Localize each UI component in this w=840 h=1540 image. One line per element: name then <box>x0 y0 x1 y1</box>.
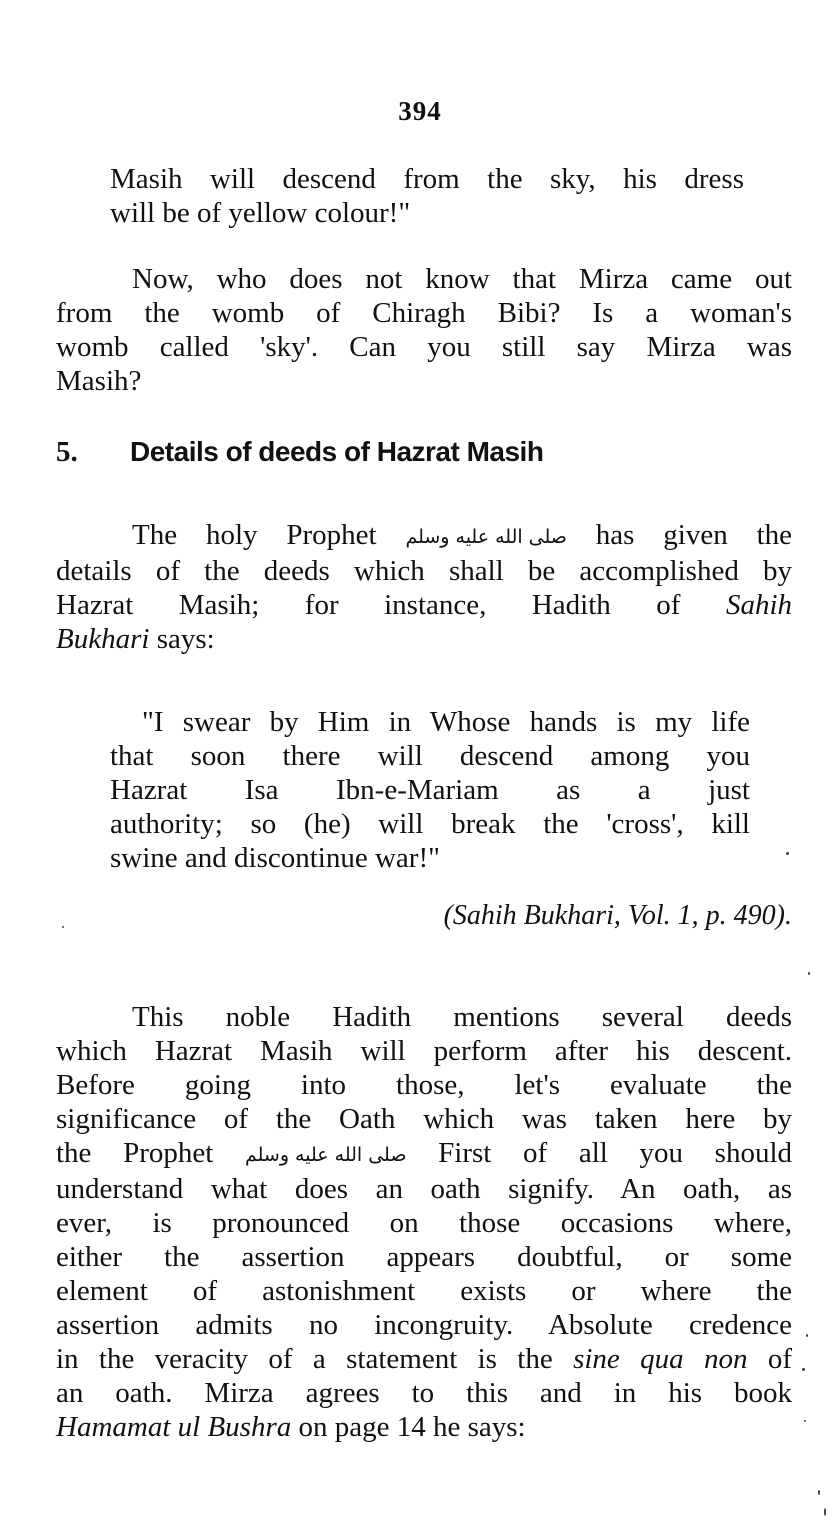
italic-text: Hamamat ul Bushra <box>56 1411 292 1444</box>
text-line: authority; so (he) will break the 'cross', kill <box>110 808 750 840</box>
text-line: understand what does an oath signify. An oath, as <box>56 1173 792 1206</box>
scan-speck <box>62 926 64 928</box>
text-line: details of the deeds which shall be accomplished by <box>56 555 792 588</box>
text-line: element of astonishment exists or where the <box>56 1275 792 1308</box>
italic-text: Bukhari <box>56 623 150 656</box>
scan-speck <box>804 1420 806 1422</box>
text-line: "I swear by Him in Whose hands is my life <box>142 706 750 738</box>
scan-speck <box>806 1334 808 1337</box>
text-fragment: has given the <box>595 519 793 551</box>
scan-speck <box>802 1368 805 1371</box>
italic-text: Sahih <box>725 589 793 622</box>
text-line: Now, who does not know that Mirza came out <box>132 263 792 295</box>
scan-speck <box>808 972 810 975</box>
text-line: an oath. Mirza agrees to this and in his book <box>56 1377 792 1410</box>
hadith-quote <box>110 705 750 875</box>
text-line: ever, is pronounced on those occasions where, <box>56 1207 792 1240</box>
page-number: 394 <box>398 96 442 126</box>
paragraph-continuation <box>110 162 744 230</box>
text-line: which Hazrat Masih will perform after his descent. <box>56 1035 792 1067</box>
text-line <box>56 622 792 656</box>
text-line: either the assertion appears doubtful, or some <box>56 1241 792 1274</box>
text-line: significance of the Oath which was taken here by <box>56 1103 792 1135</box>
text-line: assertion admits no incongruity. Absolute credence <box>56 1309 792 1342</box>
text-fragment: on page 14 he says: <box>298 1411 526 1444</box>
text-fragment: First of all you should <box>438 1137 792 1169</box>
text-fragment: The holy Prophet <box>132 519 377 551</box>
arabic-honorific: صلى الله عليه وسلم <box>405 526 567 549</box>
section-heading <box>56 436 543 469</box>
text-line: Before going into those, let's evaluate the <box>56 1069 792 1101</box>
text-line: will be of yellow colour!" <box>110 197 411 229</box>
text-line <box>56 588 792 622</box>
scan-speck <box>818 1490 820 1495</box>
scan-speck <box>824 1508 826 1516</box>
text-line <box>56 1136 792 1172</box>
section-number: 5. <box>56 436 78 468</box>
section-title: Details of deeds of Hazrat Masih <box>130 436 544 467</box>
text-line <box>56 1342 792 1376</box>
text-fragment: in the veracity of a statement is the <box>56 1343 553 1376</box>
text-line <box>56 518 792 554</box>
text-line: swine and discontinue war!" <box>110 842 440 874</box>
text-line <box>56 1410 792 1444</box>
text-line: This noble Hadith mentions several deeds <box>132 1001 792 1033</box>
citation: (Sahih Bukhari, Vol. 1, p. 490). <box>443 900 792 931</box>
text-line: Masih? <box>56 365 142 397</box>
text-line: Masih will descend from the sky, his dress <box>110 163 744 195</box>
paragraph-oath <box>56 1000 792 1444</box>
italic-text: sine qua non <box>573 1343 748 1376</box>
scan-speck <box>786 852 789 855</box>
text-fragment: the Prophet <box>56 1137 214 1169</box>
text-fragment: says: <box>156 623 215 656</box>
text-line: that soon there will descend among you <box>110 740 750 772</box>
text-fragment: Hazrat Masih; for instance, Hadith of <box>56 589 681 622</box>
paragraph-details <box>56 518 792 656</box>
text-line: from the womb of Chiragh Bibi? Is a woman's <box>56 297 792 329</box>
arabic-honorific: صلى الله عليه وسلم <box>244 1144 407 1167</box>
text-line: womb called 'sky'. Can you still say Mirza was <box>56 331 792 363</box>
paragraph-mirza-question <box>56 262 792 398</box>
text-line: Hazrat Isa Ibn-e-Mariam as a just <box>110 774 750 806</box>
text-fragment: of <box>767 1343 793 1376</box>
